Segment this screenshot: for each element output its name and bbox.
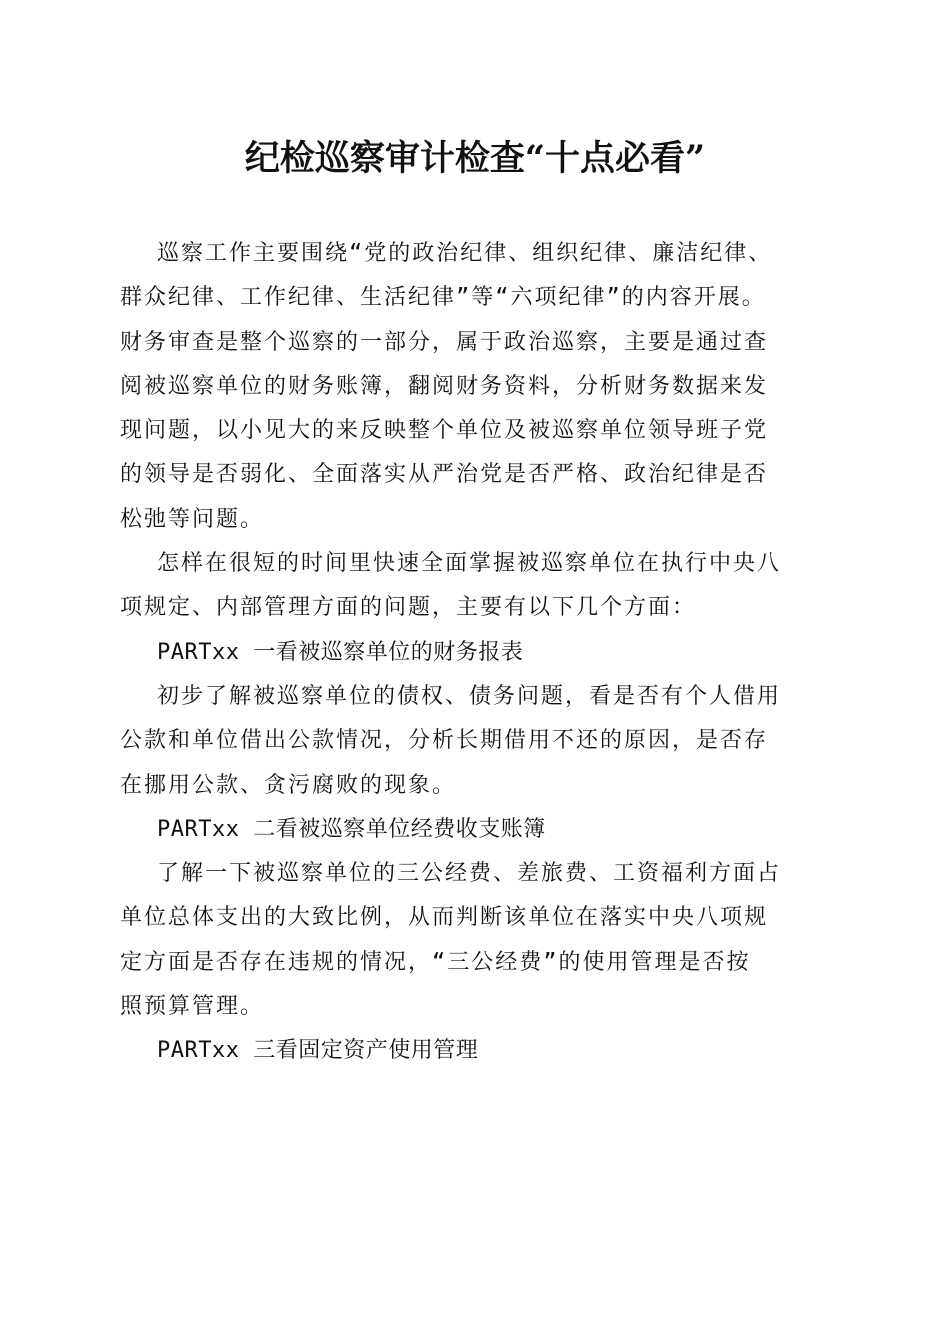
text-line: 群众纪律、工作纪律、生活纪律”等“六项纪律”的内容开展。 [120,285,766,311]
text-line: 定方面是否存在违规的情况，“三公经费”的使用管理是否按 [120,949,751,975]
section-heading-3 [120,1029,825,1073]
section-heading-2 [120,808,825,852]
text-line: 怎样在很短的时间里快速全面掌握被巡察单位在执行中央八 [157,551,782,577]
heading-text: PARTxx 二看被巡察单位经费收支账簿 [157,816,546,842]
text-line: 公款和单位借出公款情况，分析长期借用不还的原因，是否存 [120,728,769,754]
paragraph-section-1 [120,675,825,808]
text-line: 照预算管理。 [120,994,265,1020]
document-title: 纪检巡察审计检查“十点必看” [244,138,706,179]
text-line: 松弛等问题。 [120,506,265,532]
heading-text: PARTxx 三看固定资产使用管理 [157,1038,479,1064]
text-line: 现问题，以小见大的来反映整个单位及被巡察单位领导班子党 [120,418,769,444]
text-line: 巡察工作主要围绕“党的政治纪律、组织纪律、廉洁纪律、 [157,241,773,266]
paragraph-how [120,542,825,631]
document-body [120,232,825,1074]
text-line: 阅被巡察单位的财务账簿，翻阅财务资料，分析财务数据来发 [120,373,769,399]
heading-text: PARTxx 一看被巡察单位的财务报表 [157,639,524,665]
text-line: 项规定、内部管理方面的问题，主要有以下几个方面： [120,595,697,621]
text-line: 财务审查是整个巡察的一部分，属于政治巡察，主要是通过查 [120,329,769,355]
text-line: 单位总体支出的大致比例，从而判断该单位在落实中央八项规 [120,905,769,931]
section-heading-1 [120,631,825,675]
text-line: 了解一下被巡察单位的三公经费、差旅费、工资福利方面占 [157,861,782,887]
text-line: 初步了解被巡察单位的债权、债务问题，看是否有个人借用 [157,683,782,709]
paragraph-intro [120,232,825,542]
paragraph-section-2 [120,852,825,1029]
text-line: 的领导是否弱化、全面落实从严治党是否严格、政治纪律是否 [120,462,769,488]
text-line: 在挪用公款、贪污腐败的现象。 [120,772,457,798]
